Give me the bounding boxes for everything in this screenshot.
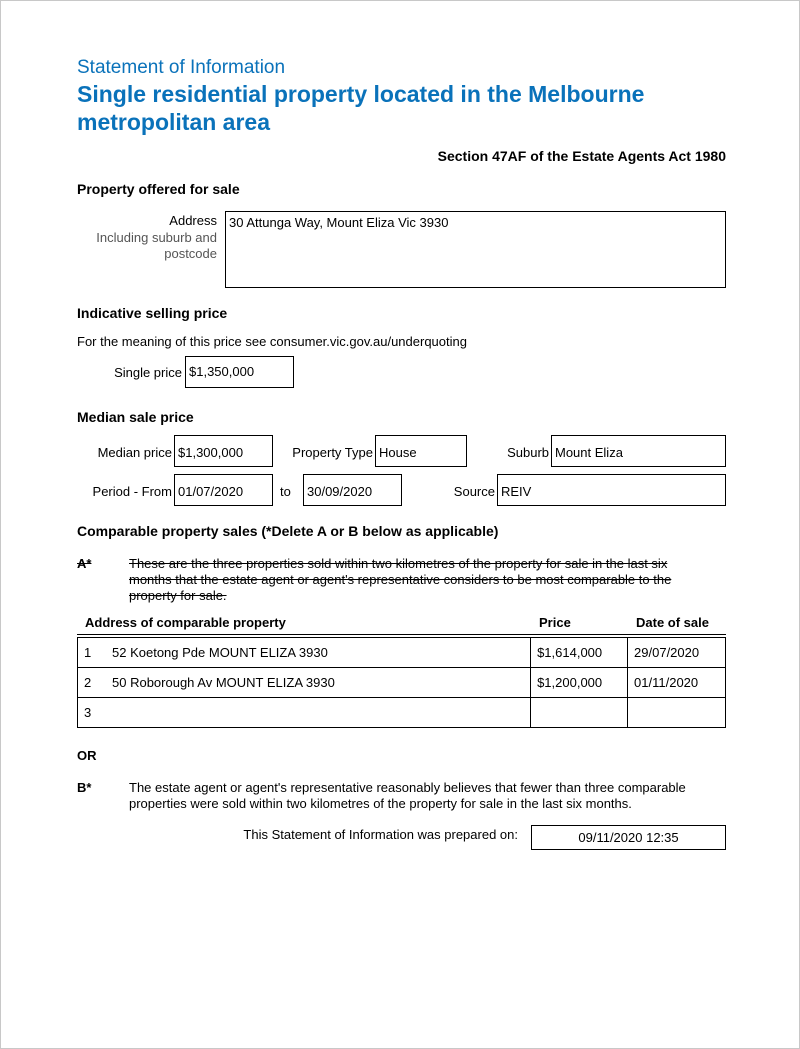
option-b-line-1: The estate agent or agent's representative reasonably believes that fewer than three comparable	[129, 780, 686, 795]
row-number: 1	[84, 645, 92, 660]
prepared-on-field[interactable]: 09/11/2020 12:35	[531, 825, 726, 850]
address-field[interactable]: 30 Attunga Way, Mount Eliza Vic 3930	[225, 211, 726, 288]
address-cell[interactable]	[78, 698, 531, 728]
address-sublabel-1: Including suburb and	[96, 230, 217, 245]
row-number: 2	[84, 675, 92, 690]
price-cell[interactable]: $1,200,000	[531, 668, 628, 698]
option-a-line-3: property for sale.	[129, 588, 227, 603]
row-address: 50 Roborough Av MOUNT ELIZA 3930	[112, 675, 335, 690]
comparable-heading: Comparable property sales (*Delete A or B below as applicable)	[77, 523, 499, 539]
option-b-label: B*	[77, 780, 92, 795]
indicative-note: For the meaning of this price see consumer.vic.gov.au/underquoting	[77, 334, 467, 349]
property-heading: Property offered for sale	[77, 181, 240, 197]
single-price-label: Single price	[114, 365, 182, 380]
comparable-sales-table	[77, 637, 726, 728]
prepared-on-label: This Statement of Information was prepared on:	[243, 827, 518, 842]
col-header-address: Address of comparable property	[85, 615, 286, 630]
property-type-field[interactable]: House	[375, 435, 467, 467]
source-label: Source	[453, 484, 495, 499]
document-kicker: Statement of Information	[77, 57, 286, 78]
address-sublabel-2: postcode	[164, 246, 217, 261]
option-b-line-2: properties were sold within two kilometres of the property for sale in the last six months.	[129, 796, 632, 811]
document-title: Single residential property located in the Melbourne metropolitan area	[77, 81, 645, 135]
period-to-field[interactable]: 30/09/2020	[303, 474, 402, 506]
or-label: OR	[77, 748, 97, 763]
period-to-label: to	[280, 484, 291, 499]
median-price-label: Median price	[97, 445, 172, 460]
address-label: Address	[169, 213, 217, 228]
table-row	[78, 698, 726, 728]
median-heading: Median sale price	[77, 409, 194, 425]
address-cell[interactable]	[78, 668, 531, 698]
address-cell[interactable]	[78, 638, 531, 668]
act-reference: Section 47AF of the Estate Agents Act 1980	[437, 148, 726, 164]
source-field[interactable]: REIV	[497, 474, 726, 506]
row-number: 3	[84, 705, 92, 720]
suburb-field[interactable]: Mount Eliza	[551, 435, 726, 467]
table-row	[78, 638, 726, 668]
price-cell[interactable]: $1,614,000	[531, 638, 628, 668]
period-from-label: Period - From	[92, 484, 172, 499]
row-address: 52 Koetong Pde MOUNT ELIZA 3930	[112, 645, 328, 660]
date-cell[interactable]: 29/07/2020	[628, 638, 726, 668]
col-header-price: Price	[539, 615, 571, 630]
table-header-rule	[77, 634, 726, 635]
option-a-line-1: These are the three properties sold within two kilometres of the property for sale in the last six	[129, 556, 668, 571]
indicative-heading: Indicative selling price	[77, 305, 228, 321]
date-cell[interactable]: 01/11/2020	[628, 668, 726, 698]
table-row	[78, 668, 726, 698]
property-type-label: Property Type	[292, 445, 373, 460]
price-cell[interactable]	[531, 698, 628, 728]
date-cell[interactable]	[628, 698, 726, 728]
median-price-field[interactable]: $1,300,000	[174, 435, 273, 467]
option-a-label: A*	[77, 556, 92, 571]
period-from-field[interactable]: 01/07/2020	[174, 474, 273, 506]
single-price-field[interactable]: $1,350,000	[185, 356, 294, 388]
col-header-date: Date of sale	[636, 615, 709, 630]
suburb-label: Suburb	[507, 445, 549, 460]
option-a-line-2: months that the estate agent or agent's representative considers to be most comparable to the	[129, 572, 672, 587]
